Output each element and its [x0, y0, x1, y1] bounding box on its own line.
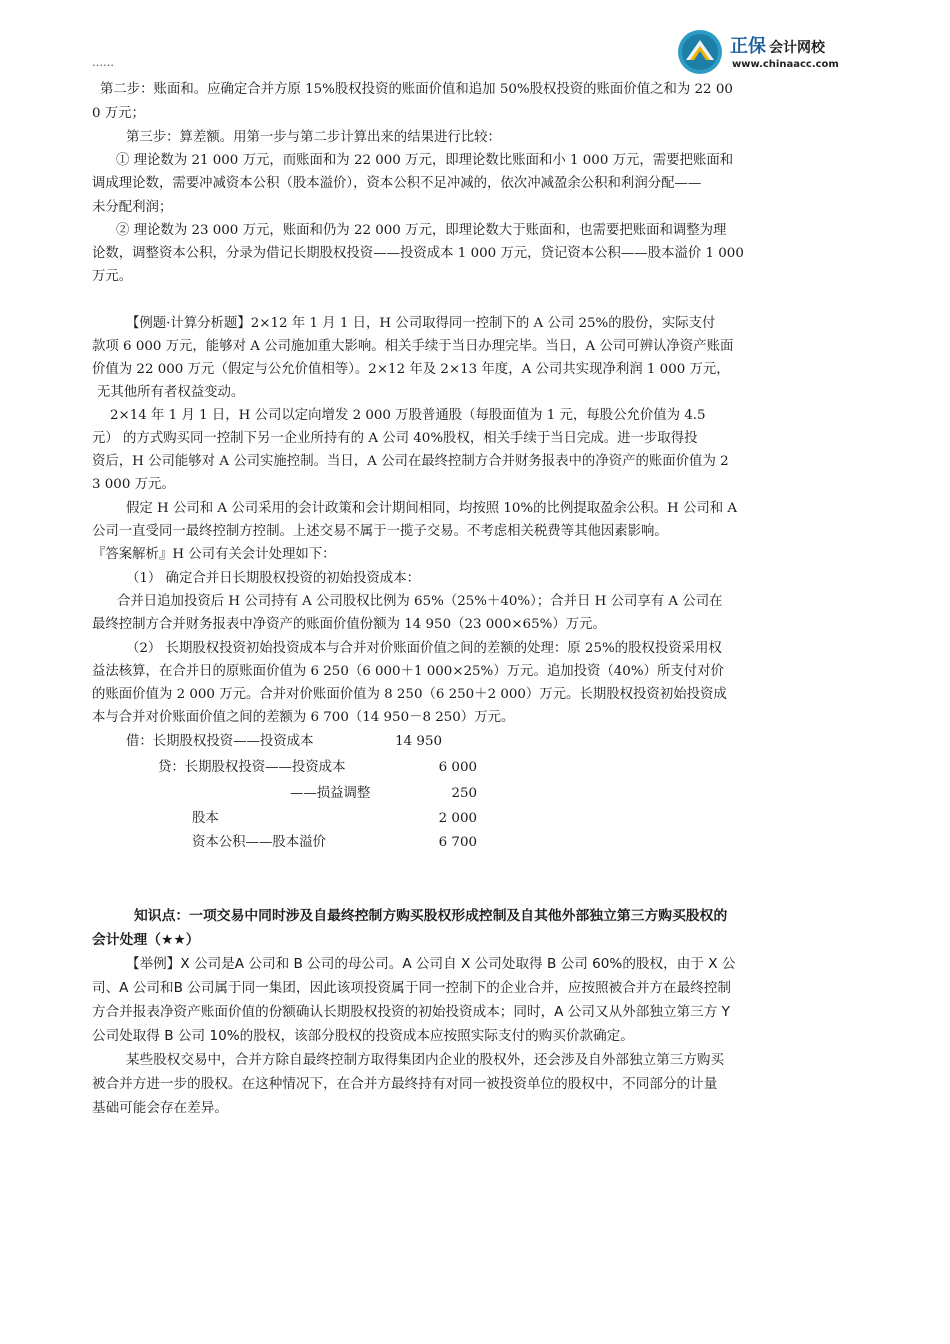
case-two-line-2: 论数，调整资本公积，分录为借记长期股权投资——投资成本 1 000 万元，贷记资本公积——股本溢价 1 000: [92, 246, 744, 261]
answer-heading: 『答案解析』H 公司有关会计处理如下：: [92, 547, 336, 562]
knowledge-example-line-3: 方合并报表净资产账面价值的份额确认长期股权投资的初始投资成本；同时，A 公司又从外部独立第三方 Y: [92, 1004, 730, 1020]
logo-subtitle: 会计网校: [769, 40, 825, 56]
knowledge-para-line-1: 某些股权交易中，合并方除自最终控制方取得集团内企业的股权外，还会涉及自外部独立第三方购买: [126, 1052, 725, 1068]
journal-debit-amount: 14 950: [395, 734, 442, 749]
journal-credit-1-label: 贷：长期股权投资——投资成本: [158, 760, 346, 775]
knowledge-example-line-4: 公司处取得 B 公司 10%的股权，该部分股权的投资成本应按照实际支付的购买价款确定。: [92, 1028, 634, 1044]
step-three-line: 第三步：算差额。用第一步与第二步计算出来的结果进行比较：: [126, 130, 501, 145]
example-p2-line-4: 3 000 万元。: [92, 477, 175, 492]
answer-item-2-line-3: 的账面价值为 2 000 万元。合并对价账面价值为 8 250（6 250＋2 000）万元。长期股权投资初始投资成: [92, 687, 727, 702]
logo-url: www.chinaacc.com: [732, 59, 839, 70]
knowledge-para-line-3: 基础可能会存在差异。: [92, 1100, 228, 1116]
example-p3-line-2: 公司一直受同一最终控制方控制。上述交易不属于一揽子交易。不考虑相关税费等其他因素影响。: [92, 524, 668, 539]
logo-title-main: 正保: [730, 36, 766, 57]
knowledge-para-line-2: 被合并方进一步的股权。在这种情况下，在合并方最终持有对同一被投资单位的股权中，不同部分的计量: [92, 1076, 718, 1092]
example-p1-line-2: 款项 6 000 万元，能够对 A 公司施加重大影响。相关手续于当日办理完毕。当日，A 公司可辨认净资产账面: [92, 339, 734, 354]
knowledge-example-line-2: 司、A 公司和B 公司属于同一集团，因此该项投资属于同一控制下的企业合并，应按照被合并方在最终控制: [92, 980, 731, 996]
knowledge-example-line-1: 【举例】X 公司是A 公司和 B 公司的母公司。A 公司自 X 公司处取得 B 公司 60%的股权，由于 X 公: [126, 956, 736, 972]
journal-credit-1-amount: 6 000: [438, 760, 477, 775]
chinaacc-logo[interactable]: [676, 28, 906, 78]
journal-credit-2-label: ——损益调整: [290, 786, 371, 801]
example-p2-line-3: 资后，H 公司能够对 A 公司实施控制。当日，A 公司在最终控制方合并财务报表中的净资产的账面价值为 2: [92, 454, 729, 469]
knowledge-heading-line-1: 知识点：一项交易中同时涉及自最终控制方购买股权形成控制及自其他外部独立第三方购买股权的: [134, 908, 728, 924]
logo-title: [730, 32, 825, 58]
case-two-line-3: 万元。: [92, 269, 133, 284]
example-p2-line-1: 2×14 年 1 月 1 日，H 公司以定向增发 2 000 万股普通股（每股面值为 1 元，每股公允价值为 4.5: [110, 408, 706, 423]
top-fragment: ……: [92, 56, 114, 69]
case-one-line-3: 未分配利润；: [92, 200, 173, 215]
step-two-line-2: 0 万元；: [92, 106, 145, 121]
example-p2-line-2: 元） 的方式购买同一控制下另一企业所持有的 A 公司 40%股权，相关手续于当日完成。进一步取得投: [92, 431, 698, 446]
case-two-line-1: ② 理论数为 23 000 万元，账面和仍为 22 000 万元，即理论数大于账面和，也需要把账面和调整为理: [116, 223, 727, 238]
answer-item-2-line-4: 本与合并对价账面价值之间的差额为 6 700（14 950－8 250）万元。: [92, 710, 515, 725]
journal-credit-3-label: 股本: [192, 811, 219, 826]
answer-item-1-line-2: 最终控制方合并财务报表中净资产的账面价值份额为 14 950（23 000×65%）万元。: [92, 617, 606, 632]
journal-credit-2-amount: 250: [451, 786, 477, 801]
journal-credit-3-amount: 2 000: [438, 811, 477, 826]
example-p1-line-3: 价值为 22 000 万元（假定与公允价值相等）。2×12 年及 2×13 年度，A 公司共实现净利润 1 000 万元，: [92, 362, 730, 377]
journal-credit-4-label: 资本公积——股本溢价: [192, 835, 326, 850]
answer-item-1-title: （1） 确定合并日长期股权投资的初始投资成本：: [126, 571, 420, 586]
example-p1-line-1: 【例题·计算分析题】2×12 年 1 月 1 日，H 公司取得同一控制下的 A 公司 25%的股份，实际支付: [126, 316, 716, 331]
step-two-line-1: 第二步：账面和。应确定合并方原 15%股权投资的账面价值和追加 50%股权投资的账面价值之和为 22 00: [100, 82, 733, 97]
answer-item-1-line-1: 合并日追加投资后 H 公司持有 A 公司股权比例为 65%（25%＋40%）；合并日 H 公司享有 A 公司在: [117, 594, 723, 609]
knowledge-heading-line-2: 会计处理（★★）: [92, 932, 200, 948]
case-one-line-2: 调成理论数，需要冲减资本公积（股本溢价），资本公积不足冲减的，依次冲减盈余公积和利润分配——: [92, 176, 702, 191]
answer-item-2-line-2: 益法核算，在合并日的原账面价值为 6 250（6 000＋1 000×25%）万元。追加投资（40%）所支付对价: [92, 664, 724, 679]
journal-credit-4-amount: 6 700: [438, 835, 477, 850]
journal-debit-label: 借：长期股权投资——投资成本: [126, 734, 314, 749]
logo-emblem-icon: [676, 28, 724, 76]
answer-item-2-line-1: （2） 长期股权投资初始投资成本与合并对价账面价值之间的差额的处理：原 25%的股权投资采用权: [126, 641, 722, 656]
example-p1-line-4: 无其他所有者权益变动。: [97, 385, 245, 400]
case-one-line-1: ① 理论数为 21 000 万元，而账面和为 22 000 万元，即理论数比账面和小 1 000 万元，需要把账面和: [116, 153, 734, 168]
example-p3-line-1: 假定 H 公司和 A 公司采用的会计政策和会计期间相同，均按照 10%的比例提取盈余公积。H 公司和 A: [126, 501, 738, 516]
